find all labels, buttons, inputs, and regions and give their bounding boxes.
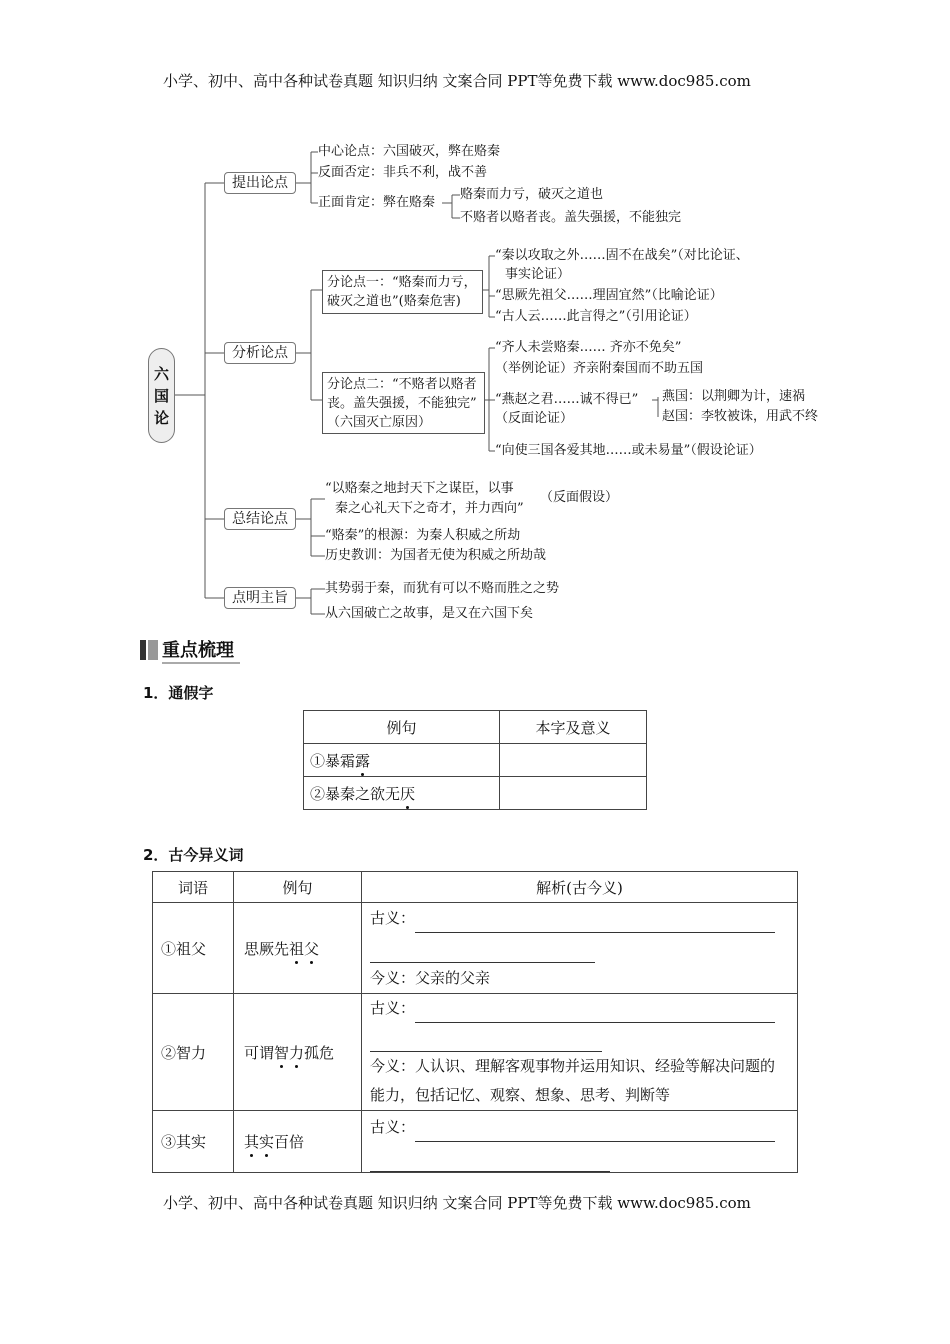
word-cell: ②智力	[153, 994, 234, 1111]
dotted-char: 厌	[400, 784, 416, 803]
sub-point-one-box	[322, 270, 483, 314]
page-header: 小学、初中、高中各种试卷真题 知识归纳 文案合同 PPT等免费下载 www.doc985.com	[163, 72, 751, 90]
answer-cell[interactable]	[500, 744, 647, 777]
branch-summarize: 总结论点	[224, 508, 296, 530]
section-title	[140, 638, 240, 662]
mm-item: 从六国破亡之故事，是又在六国下矣	[325, 606, 534, 621]
answer-blank[interactable]	[415, 1127, 775, 1142]
table-header: 解析(古今义)	[362, 872, 798, 903]
mm-item: “思厥先祖父……理固宜然”（比喻论证）	[495, 288, 723, 303]
title-bar-decoration	[148, 640, 158, 660]
gu-label: 古义：	[370, 999, 416, 1017]
box-line: 丧。盖失强援，不能独完”	[327, 396, 477, 411]
mm-item: 正面肯定：弊在赂秦	[318, 195, 436, 210]
branch-theme: 点明主旨	[224, 587, 296, 609]
table-header: 本字及意义	[500, 711, 647, 744]
example-cell: ①暴霜露	[304, 744, 500, 777]
mm-item: 赵国：李牧被诛，用武不终	[662, 409, 819, 424]
sub-point-two-box	[322, 372, 485, 434]
title-bar-decoration	[140, 640, 146, 660]
mm-item: “向使三国各爱其地……或未易量”（假设论证）	[495, 443, 762, 458]
gu-label: 古义：	[370, 909, 416, 927]
mm-item: 事实论证）	[505, 267, 571, 282]
example-cell: ②暴秦之欲无厌	[304, 777, 500, 810]
answer-blank[interactable]	[415, 1008, 775, 1023]
table-header: 例句	[304, 711, 500, 744]
tongjia-table	[303, 710, 647, 810]
word-cell: ③其实	[153, 1111, 234, 1173]
table-row	[153, 994, 798, 1111]
table-header: 词语	[153, 872, 234, 903]
mm-item: （反面论证）	[495, 411, 574, 426]
box-line: 分论点一：“赂秦而力亏，	[327, 275, 477, 290]
mm-item: （反面假设）	[540, 490, 619, 505]
answer-cell[interactable]	[500, 777, 647, 810]
table-row	[304, 744, 647, 777]
answer-blank[interactable]	[370, 1037, 602, 1052]
table-row	[153, 1111, 798, 1173]
branch-propose: 提出论点	[224, 172, 296, 194]
section-title-text: 重点梳理	[162, 636, 240, 664]
example-cell: 其实百倍	[234, 1111, 362, 1173]
root-char: 六	[153, 364, 169, 383]
mm-item: 反面否定：非兵不利，战不善	[318, 165, 488, 180]
mindmap-lines	[0, 0, 950, 640]
jin-meaning: 今义：父亲的父亲	[370, 969, 491, 987]
mm-item: “以赂秦之地封天下之谋臣，以事	[325, 481, 514, 496]
dotted-char: 露	[355, 751, 371, 770]
gujin-table	[152, 871, 798, 1173]
box-line: 破灭之道也”(赂秦危害)	[327, 294, 461, 309]
table-header: 例句	[234, 872, 362, 903]
branch-analyze: 分析论点	[224, 342, 296, 364]
table-row	[304, 777, 647, 810]
example-cell: 思厥先祖父	[234, 903, 362, 994]
mm-item: 秦之心礼天下之奇才，并力西向”	[335, 501, 524, 516]
analysis-cell	[362, 994, 798, 1111]
gu-label: 古义：	[370, 1117, 416, 1136]
mindmap-root	[148, 348, 175, 443]
mm-item: 不赂者以赂者丧。盖失强援，不能独完	[460, 210, 682, 225]
root-char: 论	[153, 408, 169, 427]
mm-item: （举例论证）齐亲附秦国而不助五国	[495, 361, 704, 376]
mm-item: 燕国：以荆卿为计，速祸	[662, 389, 806, 404]
answer-blank[interactable]	[415, 918, 775, 933]
table-row	[153, 903, 798, 994]
jin-meaning: 今义：人认识、理解客观事物并运用知识、经验等解决问题的能力，包括记忆、观察、想象、思考、判断等	[370, 1057, 776, 1104]
root-char: 国	[153, 386, 169, 405]
answer-blank[interactable]	[370, 1157, 610, 1172]
analysis-cell	[362, 903, 798, 994]
example-cell: 可谓智力孤危	[234, 994, 362, 1111]
answer-blank[interactable]	[370, 948, 595, 963]
box-line: 分论点二：“不赂者以赂者	[327, 377, 477, 392]
mm-item: 其势弱于秦，而犹有可以不赂而胜之之势	[325, 581, 560, 596]
q1-title: 1．通假字	[143, 684, 214, 702]
mm-item: 赂秦而力亏，破灭之道也	[460, 187, 604, 202]
mm-item: “赂秦”的根源：为秦人积威之所劫	[325, 528, 521, 543]
mm-item: “燕赵之君……诚不得已”	[495, 392, 639, 407]
mm-item: “古人云……此言得之”（引用论证）	[495, 309, 697, 324]
mm-item: “秦以攻取之外……固不在战矣”（对比论证、	[495, 248, 749, 263]
q2-title: 2．古今异义词	[143, 846, 244, 864]
analysis-cell	[362, 1111, 798, 1173]
mm-item: 历史教训：为国者无使为积威之所劫哉	[325, 548, 547, 563]
page-footer: 小学、初中、高中各种试卷真题 知识归纳 文案合同 PPT等免费下载 www.doc985.com	[163, 1194, 751, 1212]
word-cell: ①祖父	[153, 903, 234, 994]
mm-item: “齐人未尝赂秦…… 齐亦不免矣”	[495, 340, 682, 355]
mm-item: 中心论点：六国破灭，弊在赂秦	[318, 144, 501, 159]
box-line: （六国灭亡原因）	[327, 415, 432, 430]
